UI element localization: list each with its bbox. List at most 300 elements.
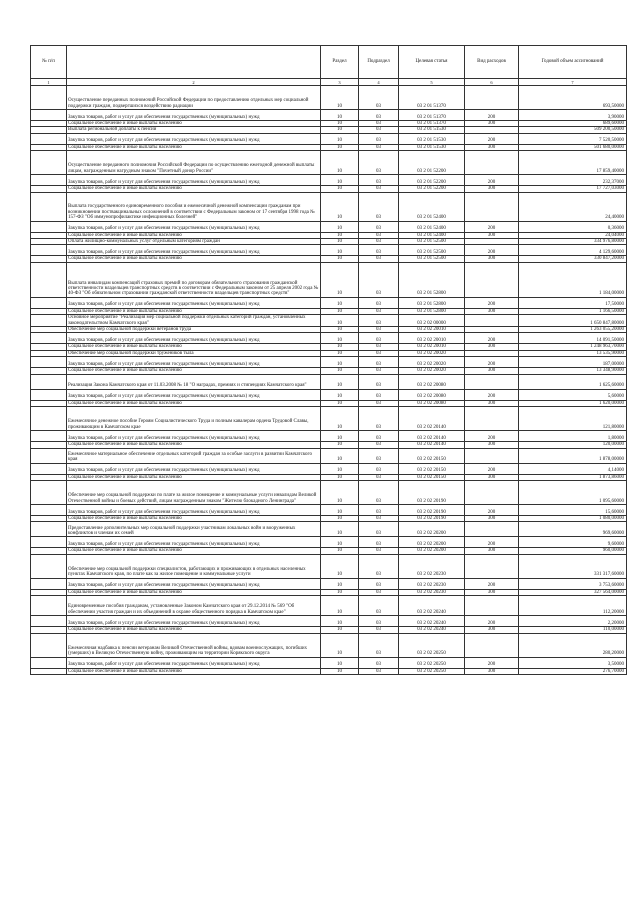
annual-amount-cell: 689,60000 <box>519 121 627 127</box>
section-cell: 10 <box>321 151 359 175</box>
subsection-cell: 03 <box>359 121 399 127</box>
table-row <box>31 504 627 515</box>
expense-name-cell: Социальное обеспечение и иные выплаты населению <box>67 515 321 521</box>
expense-name-cell: Обеспечение мер социальной поддержки ветеранов труда <box>67 327 321 333</box>
target-article-cell: 03 2 02 20020 <box>399 368 465 374</box>
target-article-cell: 03 2 02 20080 <box>399 400 465 406</box>
section-cell: 10 <box>321 448 359 463</box>
expense-type-cell: 300 <box>465 668 519 674</box>
annual-amount-cell: 121,80000 <box>519 407 627 431</box>
expense-name-cell: Социальное обеспечение и иные выплаты населению <box>67 668 321 674</box>
target-article-cell: 03 2 02 20080 <box>399 389 465 400</box>
section-cell: 10 <box>321 133 359 144</box>
section-cell: 10 <box>321 368 359 374</box>
annual-amount-cell: 1 263 055,20000 <box>519 327 627 333</box>
row-number-cell <box>31 633 67 657</box>
expense-name-cell: Закупка товаров, работ и услуг для обеспечения государственных (муниципальных) нужд <box>67 578 321 589</box>
expense-name-cell: Закупка товаров, работ и услуг для обеспечения государственных (муниципальных) нужд <box>67 431 321 442</box>
section-cell: 10 <box>321 350 359 356</box>
section-cell: 10 <box>321 442 359 448</box>
expense-name-cell: Социальное обеспечение и иные выплаты населению <box>67 474 321 480</box>
table-row <box>31 151 627 175</box>
subsection-cell: 03 <box>359 596 399 616</box>
row-number-cell <box>31 192 67 221</box>
table-row <box>31 448 627 463</box>
target-article-cell: 03 2 01 52200 <box>399 151 465 175</box>
target-article-cell: 03 2 02 20140 <box>399 407 465 431</box>
expense-name-cell: Закупка товаров, работ и услуг для обеспечения государственных (муниципальных) нужд <box>67 504 321 515</box>
target-article-cell: 03 2 01 51530 <box>399 127 465 133</box>
row-number-cell <box>31 357 67 368</box>
subsection-cell: 03 <box>359 256 399 262</box>
annual-amount-cell: 9,60000 <box>519 537 627 548</box>
section-cell: 10 <box>321 596 359 616</box>
target-article-cell: 03 2 01 51370 <box>399 121 465 127</box>
section-cell: 10 <box>321 548 359 554</box>
subsection-cell: 03 <box>359 668 399 674</box>
expense-type-cell <box>465 633 519 657</box>
section-cell: 10 <box>321 86 359 110</box>
target-article-cell: 03 2 02 20250 <box>399 668 465 674</box>
subsection-cell: 03 <box>359 186 399 192</box>
subsection-cell: 03 <box>359 86 399 110</box>
row-number-cell <box>31 175 67 186</box>
annual-amount-cell: 17 859,40000 <box>519 151 627 175</box>
row-number-cell <box>31 431 67 442</box>
table-row <box>31 407 627 431</box>
annual-amount-cell: 1 873,86000 <box>519 474 627 480</box>
expense-name-cell: Обеспечение мер социальной поддержки по плате за жилое помещение и коммунальные услуги инвалидам Великой Отечественной войны и боевых действий, лицам награжденным знаком "Жителю блокадного Ленинграда" <box>67 480 321 504</box>
target-article-cell: 03 2 02 20150 <box>399 448 465 463</box>
target-article-cell: 03 2 02 20140 <box>399 442 465 448</box>
subsection-cell: 03 <box>359 133 399 144</box>
expense-name-cell: Закупка товаров, работ и услуг для обеспечения государственных (муниципальных) нужд <box>67 245 321 256</box>
expense-type-cell: 300 <box>465 442 519 448</box>
annual-amount-cell: 501 680,00000 <box>519 144 627 150</box>
row-number-cell <box>31 657 67 668</box>
expense-type-cell: 300 <box>465 186 519 192</box>
expense-type-cell <box>465 262 519 297</box>
expense-type-cell <box>465 315 519 327</box>
table-row <box>31 537 627 548</box>
expense-name-cell: Социальное обеспечение и иные выплаты населению <box>67 256 321 262</box>
section-cell: 10 <box>321 186 359 192</box>
target-article-cell: 03 2 01 52800 <box>399 297 465 308</box>
section-cell: 10 <box>321 463 359 474</box>
expense-name-cell: Закупка товаров, работ и услуг для обеспечения государственных (муниципальных) нужд <box>67 175 321 186</box>
expense-name-cell: Осуществление переданного полномочия Российской Федерации по осуществлению ежегодной денежной выплаты лицам, награжденным нагрудным знаком "Почетный донор России" <box>67 151 321 175</box>
column-number-row <box>31 79 627 86</box>
annual-amount-cell: 1 080,00000 <box>519 515 627 521</box>
row-number-cell <box>31 245 67 256</box>
column-number: 3 <box>321 79 359 86</box>
section-cell: 10 <box>321 333 359 344</box>
subsection-cell: 03 <box>359 522 399 537</box>
table-row <box>31 668 627 674</box>
section-cell: 10 <box>321 537 359 548</box>
expense-type-cell: 300 <box>465 256 519 262</box>
subsection-cell: 03 <box>359 232 399 238</box>
table-row <box>31 522 627 537</box>
annual-amount-cell: 15,60000 <box>519 504 627 515</box>
target-article-cell: 03 2 02 20140 <box>399 431 465 442</box>
row-number-cell <box>31 86 67 110</box>
annual-amount-cell: 2,20000 <box>519 616 627 627</box>
row-number-cell <box>31 463 67 474</box>
annual-amount-cell: 4,14000 <box>519 463 627 474</box>
subsection-cell: 03 <box>359 374 399 389</box>
table-row <box>31 357 627 368</box>
expense-name-cell: Закупка товаров, работ и услуг для обеспечения государственных (муниципальных) нужд <box>67 221 321 232</box>
subsection-cell: 03 <box>359 407 399 431</box>
row-number-cell <box>31 297 67 308</box>
table-row <box>31 133 627 144</box>
section-cell: 10 <box>321 192 359 221</box>
subsection-cell: 03 <box>359 589 399 595</box>
annual-amount-cell: 120,00000 <box>519 442 627 448</box>
expense-type-cell: 200 <box>465 245 519 256</box>
subsection-cell: 03 <box>359 474 399 480</box>
expense-type-cell: 200 <box>465 578 519 589</box>
annual-amount-cell: 1,80000 <box>519 431 627 442</box>
expense-name-cell: Закупка товаров, работ и услуг для обеспечения государственных (муниципальных) нужд <box>67 657 321 668</box>
section-cell: 10 <box>321 589 359 595</box>
target-article-cell: 03 2 01 51370 <box>399 86 465 110</box>
subsection-cell: 03 <box>359 262 399 297</box>
expense-name-cell: Социальное обеспечение и иные выплаты населению <box>67 627 321 633</box>
section-cell: 10 <box>321 578 359 589</box>
annual-amount-cell: 17 727,03000 <box>519 186 627 192</box>
annual-amount-cell: 13 348,90000 <box>519 368 627 374</box>
expense-type-cell <box>465 480 519 504</box>
expense-type-cell: 200 <box>465 389 519 400</box>
table-row <box>31 262 627 297</box>
header-cell <box>67 46 321 79</box>
annual-amount-cell: 969,60000 <box>519 522 627 537</box>
section-cell: 10 <box>321 616 359 627</box>
subsection-cell: 03 <box>359 389 399 400</box>
expense-name-cell: Социальное обеспечение и иные выплаты населению <box>67 548 321 554</box>
subsection-cell: 03 <box>359 627 399 633</box>
target-article-cell: 03 2 01 52500 <box>399 256 465 262</box>
header-cell: № п/п <box>31 46 67 79</box>
subsection-cell: 03 <box>359 400 399 406</box>
section-cell: 10 <box>321 175 359 186</box>
expense-type-cell: 200 <box>465 133 519 144</box>
expense-name-cell: Обеспечение мер социальной поддержки специалистов, работающих и проживающих в отдельных населенных пунктах Камчатского края, по плате как за жилое помещение и коммунальные услуги <box>67 554 321 578</box>
row-number-cell <box>31 448 67 463</box>
expense-name-cell: Социальное обеспечение и иные выплаты населению <box>67 442 321 448</box>
target-article-cell: 03 2 02 20240 <box>399 616 465 627</box>
section-cell: 10 <box>321 431 359 442</box>
annual-amount-cell: 5,60000 <box>519 389 627 400</box>
budget-table <box>30 45 627 675</box>
table-row <box>31 431 627 442</box>
expense-name-cell: Единовременные пособия гражданам, установленные Законом Камчатского края от 29.12.2014 № 569 "Об обеспечении участия граждан и их объединений в охране общественного порядка в Камчатском крае" <box>67 596 321 616</box>
expense-type-cell: 200 <box>465 357 519 368</box>
expense-type-cell: 300 <box>465 144 519 150</box>
table-row <box>31 657 627 668</box>
target-article-cell: 03 2 02 20250 <box>399 657 465 668</box>
expense-name-cell: Закупка товаров, работ и услуг для обеспечения государственных (муниципальных) нужд <box>67 463 321 474</box>
table-row <box>31 374 627 389</box>
subsection-cell: 03 <box>359 357 399 368</box>
subsection-cell: 03 <box>359 633 399 657</box>
expense-name-cell: Закупка товаров, работ и услуг для обеспечения государственных (муниципальных) нужд <box>67 357 321 368</box>
subsection-cell: 03 <box>359 297 399 308</box>
row-number-cell <box>31 333 67 344</box>
target-article-cell: 03 2 02 20150 <box>399 474 465 480</box>
target-article-cell: 03 2 01 51370 <box>399 110 465 121</box>
expense-type-cell: 200 <box>465 221 519 232</box>
annual-amount-cell: 1 650 847,80000 <box>519 315 627 327</box>
row-number-cell <box>31 262 67 297</box>
section-cell: 10 <box>321 633 359 657</box>
annual-amount-cell: 24,40000 <box>519 192 627 221</box>
target-article-cell: 03 2 02 20240 <box>399 596 465 616</box>
row-number-cell <box>31 110 67 121</box>
subsection-cell: 03 <box>359 333 399 344</box>
annual-amount-cell: 1 184,00000 <box>519 262 627 297</box>
expense-name-cell: Основное мероприятие "Реализация мер социальной поддержки отдельных категорий граждан, установленных законодательством Камчатского края" <box>67 315 321 327</box>
expense-name-cell: Ежемесячное материальное обеспечение отдельных категорий граждан за особые заслуги в развитии Камчатского края <box>67 448 321 463</box>
row-number-cell <box>31 537 67 548</box>
target-article-cell: 03 2 02 20230 <box>399 578 465 589</box>
expense-name-cell: Закупка товаров, работ и услуг для обеспечения государственных (муниципальных) нужд <box>67 333 321 344</box>
target-article-cell: 03 2 02 20230 <box>399 589 465 595</box>
subsection-cell: 03 <box>359 480 399 504</box>
header-row <box>31 46 627 79</box>
expense-name-cell: Выплата региональной доплаты к пенсии <box>67 127 321 133</box>
section-cell: 10 <box>321 110 359 121</box>
target-article-cell: 03 2 02 20010 <box>399 333 465 344</box>
header-cell: Раздел <box>321 46 359 79</box>
row-number-cell <box>31 616 67 627</box>
annual-amount-cell: 1 620,00000 <box>519 400 627 406</box>
expense-type-cell: 300 <box>465 548 519 554</box>
subsection-cell: 03 <box>359 192 399 221</box>
expense-type-cell <box>465 448 519 463</box>
expense-type-cell: 200 <box>465 537 519 548</box>
expense-name-cell: Закупка товаров, работ и услуг для обеспечения государственных (муниципальных) нужд <box>67 297 321 308</box>
target-article-cell: 03 2 02 20200 <box>399 522 465 537</box>
subsection-cell: 03 <box>359 350 399 356</box>
expense-type-cell <box>465 407 519 431</box>
section-cell: 10 <box>321 327 359 333</box>
target-article-cell: 03 2 01 52500 <box>399 245 465 256</box>
subsection-cell: 03 <box>359 368 399 374</box>
column-number: 6 <box>465 79 519 86</box>
annual-amount-cell: 3,90000 <box>519 110 627 121</box>
subsection-cell: 03 <box>359 448 399 463</box>
header-cell: Годовой объем ассигнований <box>519 46 627 79</box>
subsection-cell: 03 <box>359 315 399 327</box>
table-row <box>31 554 627 578</box>
annual-amount-cell: 187,00000 <box>519 357 627 368</box>
section-cell: 10 <box>321 357 359 368</box>
annual-amount-cell: 3,50000 <box>519 657 627 668</box>
target-article-cell: 03 2 02 20200 <box>399 537 465 548</box>
expense-name-cell: Социальное обеспечение и иные выплаты населению <box>67 368 321 374</box>
target-article-cell: 03 2 01 52200 <box>399 186 465 192</box>
section-cell: 10 <box>321 232 359 238</box>
expense-type-cell: 200 <box>465 110 519 121</box>
expense-name-cell: Закупка товаров, работ и услуг для обеспечения государственных (муниципальных) нужд <box>67 616 321 627</box>
row-number-cell <box>31 389 67 400</box>
table-row <box>31 333 627 344</box>
expense-type-cell: 300 <box>465 121 519 127</box>
subsection-cell: 03 <box>359 442 399 448</box>
expense-name-cell: Социальное обеспечение и иные выплаты населению <box>67 344 321 350</box>
subsection-cell: 03 <box>359 515 399 521</box>
expense-name-cell: Социальное обеспечение и иные выплаты населению <box>67 121 321 127</box>
subsection-cell: 03 <box>359 151 399 175</box>
target-article-cell: 03 2 02 20200 <box>399 548 465 554</box>
column-number: 7 <box>519 79 627 86</box>
expense-type-cell: 300 <box>465 232 519 238</box>
section-cell: 10 <box>321 668 359 674</box>
expense-type-cell: 300 <box>465 400 519 406</box>
row-number-cell <box>31 504 67 515</box>
expense-type-cell: 200 <box>465 657 519 668</box>
section-cell: 10 <box>321 256 359 262</box>
expense-type-cell: 200 <box>465 333 519 344</box>
expense-type-cell: 300 <box>465 344 519 350</box>
section-cell: 10 <box>321 389 359 400</box>
expense-name-cell: Ежемесячное денежное пособие Героям Социалистического Труда и полным кавалерам ордена Трудовой Славы, проживающим в Камчатском крае <box>67 407 321 431</box>
row-number-cell <box>31 133 67 144</box>
section-cell: 10 <box>321 522 359 537</box>
target-article-cell: 03 2 01 52800 <box>399 262 465 297</box>
expense-type-cell: 300 <box>465 474 519 480</box>
target-article-cell: 03 2 02 20080 <box>399 374 465 389</box>
expense-type-cell <box>465 374 519 389</box>
subsection-cell: 03 <box>359 616 399 627</box>
subsection-cell: 03 <box>359 344 399 350</box>
subsection-cell: 03 <box>359 554 399 578</box>
section-cell: 10 <box>321 121 359 127</box>
expense-name-cell: Закупка товаров, работ и услуг для обеспечения государственных (муниципальных) нужд <box>67 133 321 144</box>
column-number: 1 <box>31 79 67 86</box>
target-article-cell: 03 2 02 20150 <box>399 463 465 474</box>
expense-name-cell: Обеспечение мер социальной поддержки тружеников тыла <box>67 350 321 356</box>
annual-amount-cell: 7 520,50000 <box>519 133 627 144</box>
annual-amount-cell: 112,20000 <box>519 596 627 616</box>
header-cell: Целевая статья <box>399 46 465 79</box>
table-row <box>31 463 627 474</box>
table-row <box>31 578 627 589</box>
annual-amount-cell: 0,36000 <box>519 221 627 232</box>
expense-type-cell: 200 <box>465 297 519 308</box>
annual-amount-cell: 17,50000 <box>519 297 627 308</box>
column-number: 2 <box>67 79 321 86</box>
expense-name-cell: Закупка товаров, работ и услуг для обеспечения государственных (муниципальных) нужд <box>67 110 321 121</box>
target-article-cell: 03 2 01 51530 <box>399 144 465 150</box>
table-row <box>31 192 627 221</box>
subsection-cell: 03 <box>359 463 399 474</box>
annual-amount-cell: 330 847,20000 <box>519 256 627 262</box>
subsection-cell: 03 <box>359 537 399 548</box>
expense-type-cell: 300 <box>465 627 519 633</box>
table-row <box>31 221 627 232</box>
table-row <box>31 175 627 186</box>
row-number-cell <box>31 554 67 578</box>
subsection-cell: 03 <box>359 127 399 133</box>
expense-type-cell: 300 <box>465 515 519 521</box>
document-page <box>30 0 626 675</box>
table-body <box>31 86 627 675</box>
annual-amount-cell: 1 095,60000 <box>519 480 627 504</box>
expense-name-cell: Реализация Закона Камчатского края от 11.03.2008 № 18 "О наградах, премиях и стипендиях Камчатского края" <box>67 374 321 389</box>
table-row <box>31 633 627 657</box>
section-cell: 10 <box>321 308 359 314</box>
header-cell: Подраздел <box>359 46 399 79</box>
target-article-cell: 03 2 02 20240 <box>399 627 465 633</box>
subsection-cell: 03 <box>359 578 399 589</box>
row-number-cell <box>31 522 67 537</box>
row-number-cell <box>31 407 67 431</box>
section-cell: 10 <box>321 374 359 389</box>
row-number-cell <box>31 668 67 674</box>
target-article-cell: 03 2 02 20010 <box>399 344 465 350</box>
annual-amount-cell: 280,20000 <box>519 633 627 657</box>
subsection-cell: 03 <box>359 327 399 333</box>
expense-name-cell: Социальное обеспечение и иные выплаты населению <box>67 232 321 238</box>
expense-name-cell: Социальное обеспечение и иные выплаты населению <box>67 144 321 150</box>
table-row <box>31 389 627 400</box>
section-cell: 10 <box>321 554 359 578</box>
target-article-cell: 03 2 01 52500 <box>399 239 465 245</box>
section-cell: 10 <box>321 315 359 327</box>
target-article-cell: 03 2 02 20010 <box>399 327 465 333</box>
section-cell: 10 <box>321 221 359 232</box>
annual-amount-cell: 276,70000 <box>519 668 627 674</box>
expense-type-cell <box>465 522 519 537</box>
annual-amount-cell: 1 878,00000 <box>519 448 627 463</box>
annual-amount-cell: 232,37000 <box>519 175 627 186</box>
section-cell: 10 <box>321 144 359 150</box>
section-cell: 10 <box>321 400 359 406</box>
annual-amount-cell: 509 200,50000 <box>519 127 627 133</box>
annual-amount-cell: 1 166,50000 <box>519 308 627 314</box>
target-article-cell: 03 2 01 52400 <box>399 232 465 238</box>
target-article-cell: 03 2 02 20190 <box>399 480 465 504</box>
annual-amount-cell: 3 753,60000 <box>519 578 627 589</box>
expense-name-cell: Выплата инвалидам компенсаций страховых премий по договорам обязательного страхования гражданской ответственности владельцев транспортных средств в соответствии с Федеральным законом от 25 апреля 2002 года № 40-ФЗ "Об обязательном страховании гражданской ответственности владельцев транспортных средств" <box>67 262 321 297</box>
subsection-cell: 03 <box>359 175 399 186</box>
expense-name-cell: Социальное обеспечение и иные выплаты населению <box>67 400 321 406</box>
section-cell: 10 <box>321 245 359 256</box>
expense-type-cell: 200 <box>465 431 519 442</box>
expense-type-cell <box>465 596 519 616</box>
subsection-cell: 03 <box>359 144 399 150</box>
target-article-cell: 03 2 02 20190 <box>399 515 465 521</box>
table-row <box>31 297 627 308</box>
section-cell: 10 <box>321 239 359 245</box>
expense-type-cell <box>465 554 519 578</box>
expense-type-cell: 200 <box>465 504 519 515</box>
table-row <box>31 86 627 110</box>
row-number-cell <box>31 151 67 175</box>
expense-type-cell <box>465 86 519 110</box>
table-row <box>31 616 627 627</box>
section-cell: 10 <box>321 474 359 480</box>
target-article-cell: 03 2 01 52800 <box>399 308 465 314</box>
row-number-cell <box>31 374 67 389</box>
subsection-cell: 03 <box>359 239 399 245</box>
target-article-cell: 03 2 02 20230 <box>399 554 465 578</box>
annual-amount-cell: 4 129,60000 <box>519 245 627 256</box>
